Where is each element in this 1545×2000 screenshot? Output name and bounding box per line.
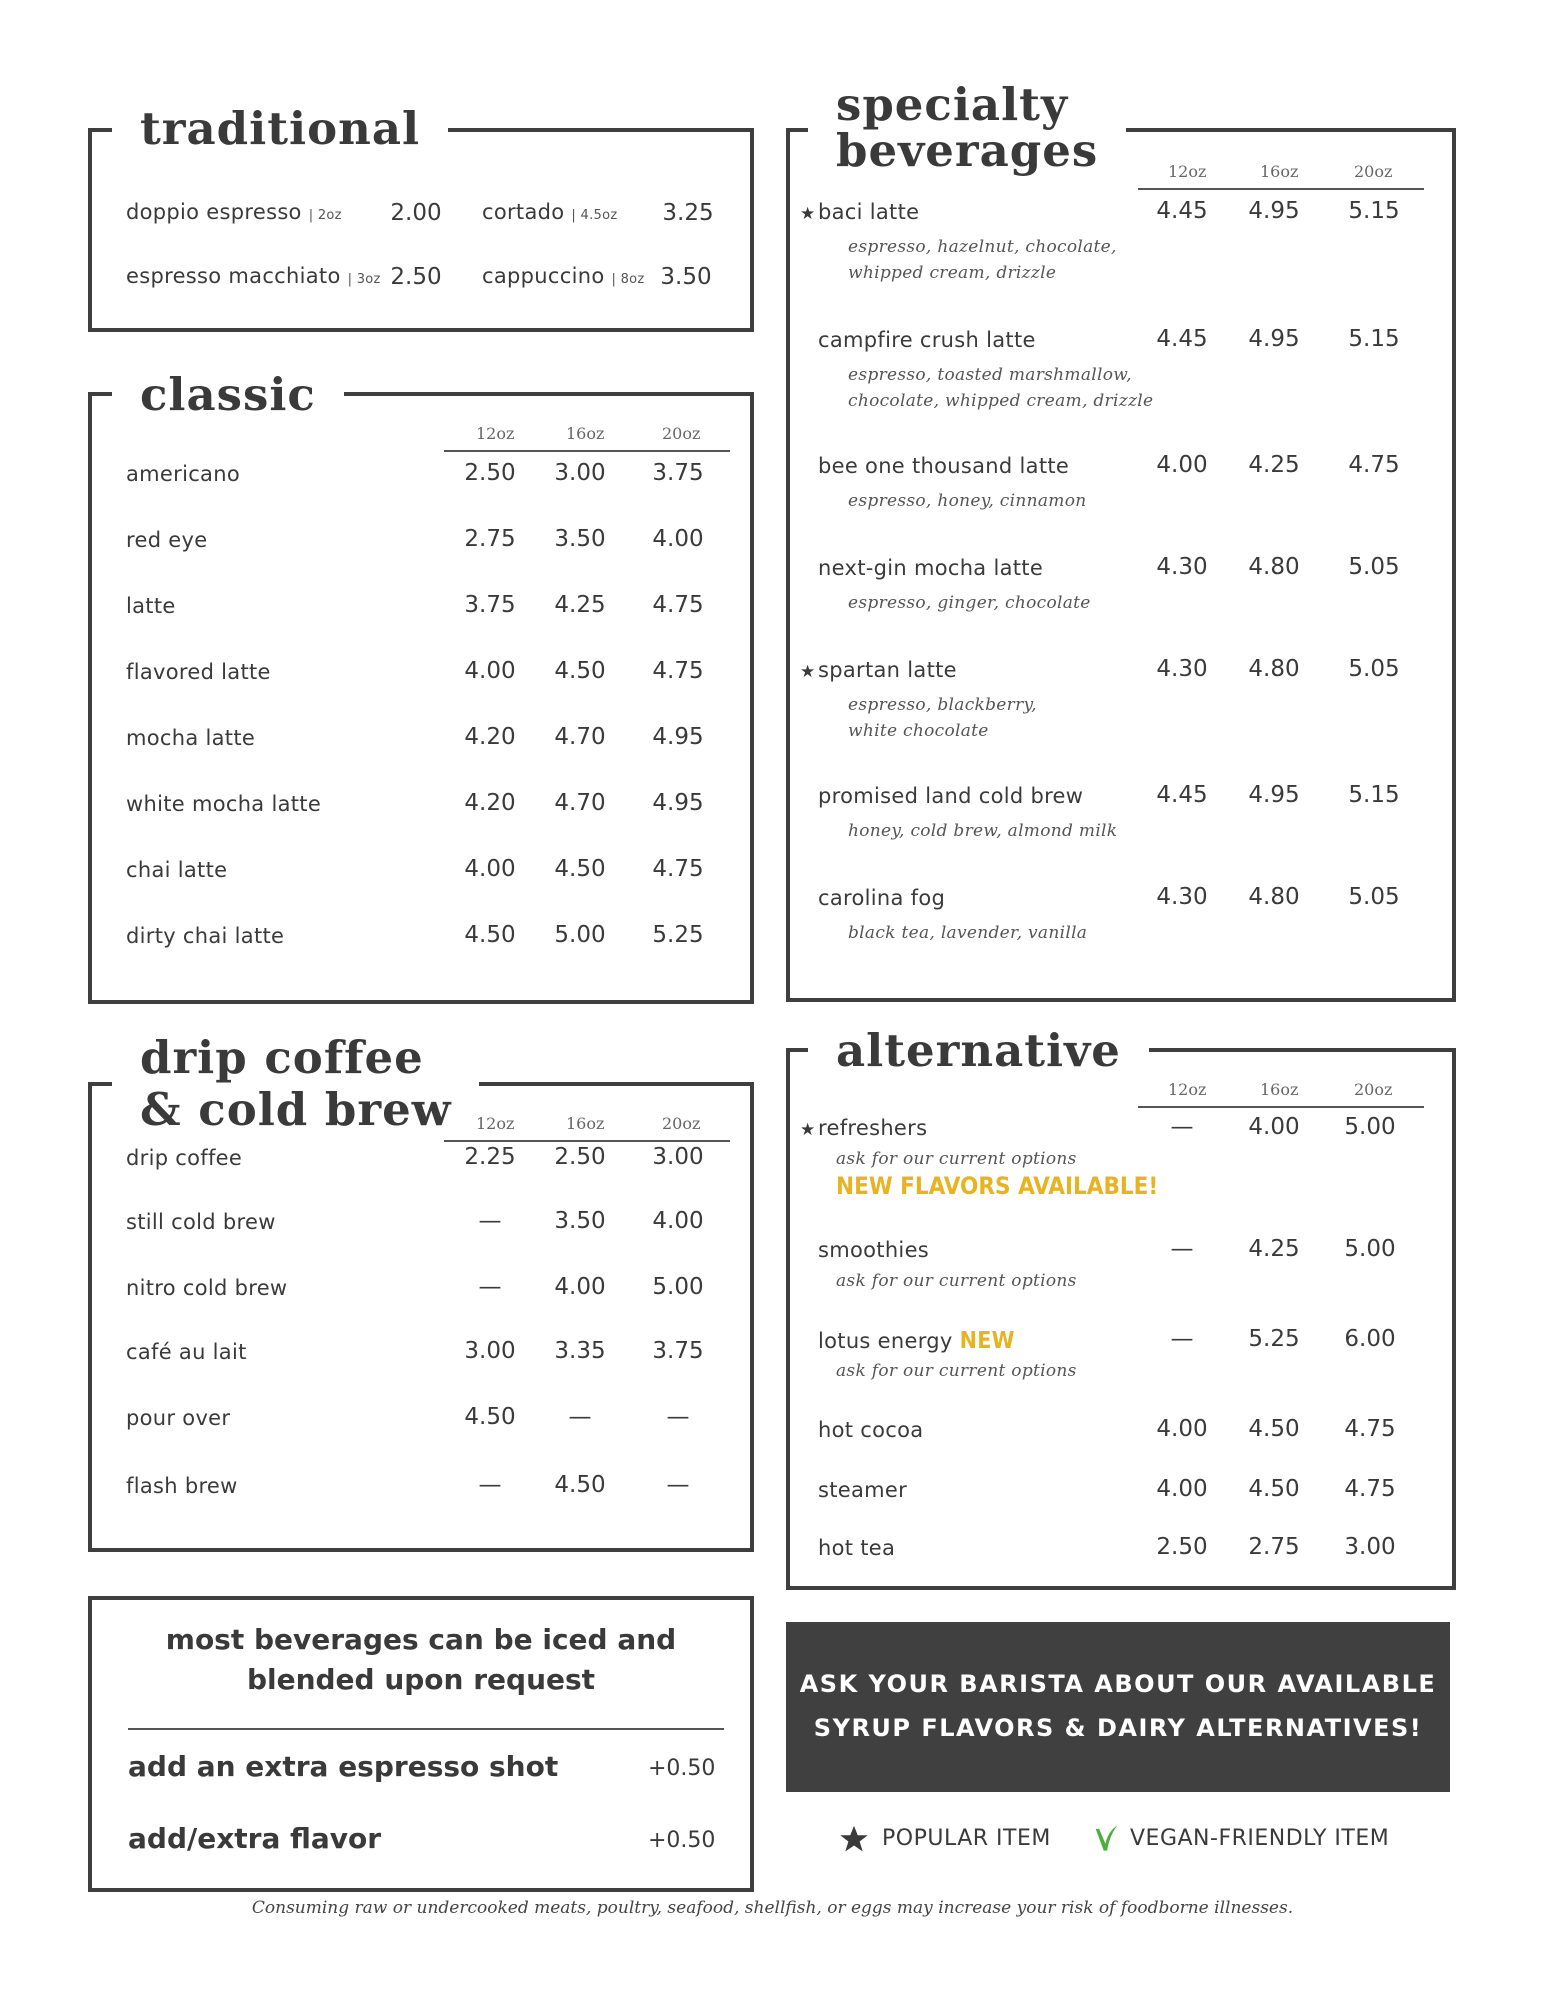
- notes-divider: [128, 1728, 724, 1730]
- item-name: [818, 328, 1036, 352]
- item-name-text: hot tea: [818, 1536, 896, 1560]
- iced-note-line2: blended upon request: [246, 1663, 596, 1696]
- item-name: [126, 1340, 247, 1364]
- item-description: espresso, toasted marshmallow,: [848, 365, 1132, 385]
- item-price: 3.25: [662, 200, 714, 226]
- addon-espresso-shot: add an extra espresso shot: [128, 1750, 559, 1783]
- size-header-12oz: 12oz: [1168, 162, 1207, 181]
- item-name-text: baci latte: [818, 200, 920, 224]
- item-name: [818, 1116, 927, 1140]
- item-name: [818, 556, 1043, 580]
- item-name: [126, 1276, 287, 1300]
- item-name: cappuccino: [482, 264, 605, 288]
- item-name: [126, 1474, 238, 1498]
- size-header-20oz: 20oz: [662, 1114, 701, 1133]
- item-name-text: white mocha latte: [126, 792, 322, 816]
- item-name: [126, 792, 321, 816]
- notes-section: [88, 1596, 754, 1892]
- price-20oz: 3.00: [1344, 1534, 1396, 1560]
- price-20oz: —: [666, 1472, 690, 1498]
- specialty-title-line1: specialty: [836, 78, 1069, 131]
- size-header-16oz: 16oz: [566, 1114, 605, 1133]
- size-header-12oz: 12oz: [476, 1114, 515, 1133]
- price-20oz: 4.95: [652, 790, 704, 816]
- drip-title: [112, 1032, 479, 1136]
- price-12oz: —: [478, 1208, 502, 1234]
- price-12oz: 4.00: [1156, 1476, 1208, 1502]
- item-name-text: promised land cold brew: [818, 784, 1084, 808]
- size-header-16oz: 16oz: [566, 424, 605, 443]
- price-12oz: 4.30: [1156, 884, 1208, 910]
- item-name: [126, 1406, 230, 1430]
- size-header-20oz: 20oz: [1354, 1080, 1393, 1099]
- item-subtext: ask for our current options: [836, 1361, 1077, 1381]
- price-12oz: —: [1170, 1114, 1194, 1140]
- vegan-icon: [1092, 1822, 1120, 1854]
- size-header-12oz: 12oz: [1168, 1080, 1207, 1099]
- price-16oz: —: [568, 1404, 592, 1430]
- price-20oz: 5.05: [1348, 656, 1400, 682]
- item-size: 4.5oz: [580, 208, 618, 223]
- price-12oz: 4.45: [1156, 326, 1208, 352]
- price-20oz: 4.75: [652, 592, 704, 618]
- price-16oz: 3.00: [554, 460, 606, 486]
- item-name: doppio espresso: [126, 200, 302, 224]
- size-header-16oz: 16oz: [1260, 1080, 1299, 1099]
- price-20oz: 5.15: [1348, 326, 1400, 352]
- banner-line2: SYRUP FLAVORS & DAIRY ALTERNATIVES!: [813, 1714, 1423, 1742]
- item-description: espresso, hazelnut, chocolate,: [848, 237, 1117, 257]
- iced-note-line1: most beverages can be iced and: [165, 1623, 677, 1656]
- price-12oz: 4.45: [1156, 198, 1208, 224]
- item-price: 2.50: [390, 264, 442, 290]
- item-name-text: hot cocoa: [818, 1418, 924, 1442]
- item-price: 3.50: [660, 264, 712, 290]
- item-name-text: carolina fog: [818, 886, 946, 910]
- price-12oz: —: [1170, 1236, 1194, 1262]
- item-subtext: ask for our current options: [836, 1149, 1077, 1169]
- addon-espresso-shot-price: +0.50: [648, 1756, 716, 1781]
- price-16oz: 4.95: [1248, 782, 1300, 808]
- item-name: [818, 784, 1083, 808]
- price-12oz: —: [478, 1472, 502, 1498]
- item-description: whipped cream, drizzle: [848, 263, 1057, 283]
- price-20oz: —: [666, 1404, 690, 1430]
- price-16oz: 4.70: [554, 724, 606, 750]
- item-name: [126, 660, 271, 684]
- price-16oz: 4.50: [1248, 1416, 1300, 1442]
- item-description: chocolate, whipped cream, drizzle: [848, 391, 1154, 411]
- price-16oz: 4.50: [554, 1472, 606, 1498]
- item-name: [818, 1328, 1015, 1354]
- item-name-text: lotus energy: [818, 1329, 953, 1353]
- size-header-20oz: 20oz: [1354, 162, 1393, 181]
- item-name-text: smoothies: [818, 1238, 930, 1262]
- price-16oz: 4.95: [1248, 198, 1300, 224]
- item-name-text: spartan latte: [818, 658, 957, 682]
- item-subtext: ask for our current options: [836, 1271, 1077, 1291]
- size-header-12oz: 12oz: [476, 424, 515, 443]
- star-icon: ★: [800, 204, 816, 224]
- item-description: white chocolate: [848, 721, 989, 741]
- price-20oz: 5.25: [652, 922, 704, 948]
- item-name: [818, 1478, 907, 1502]
- price-20oz: 4.75: [652, 658, 704, 684]
- price-12oz: 4.20: [464, 724, 516, 750]
- price-20oz: 3.75: [652, 1338, 704, 1364]
- item-name: [126, 528, 207, 552]
- item-name-text: still cold brew: [126, 1210, 276, 1234]
- drip-title-line1: drip coffee: [140, 1031, 424, 1084]
- banner-line1: ASK YOUR BARISTA ABOUT OUR AVAILABLE: [799, 1670, 1437, 1698]
- item-name: [126, 726, 255, 750]
- price-12oz: 4.00: [464, 658, 516, 684]
- header-rule: [1138, 1106, 1424, 1108]
- price-20oz: 5.00: [1344, 1114, 1396, 1140]
- price-16oz: 4.80: [1248, 884, 1300, 910]
- legend-popular: POPULAR ITEM: [882, 1826, 1051, 1851]
- price-16oz: 5.00: [554, 922, 606, 948]
- item-name: [126, 594, 176, 618]
- price-16oz: 2.50: [554, 1144, 606, 1170]
- price-12oz: 3.75: [464, 592, 516, 618]
- item-size: 3oz: [356, 272, 381, 287]
- price-16oz: 4.50: [1248, 1476, 1300, 1502]
- item-name: [126, 1210, 276, 1234]
- item-name: [818, 200, 919, 224]
- item-name: [818, 658, 957, 682]
- item-description: black tea, lavender, vanilla: [848, 923, 1088, 943]
- price-16oz: 3.50: [554, 526, 606, 552]
- item-name: [126, 1146, 242, 1170]
- price-16oz: 4.25: [1248, 452, 1300, 478]
- item-description: espresso, honey, cinnamon: [848, 491, 1087, 511]
- item-name-text: next-gin mocha latte: [818, 556, 1044, 580]
- price-20oz: 4.75: [652, 856, 704, 882]
- item-name-text: nitro cold brew: [126, 1276, 288, 1300]
- traditional-title: traditional: [112, 104, 448, 154]
- alternative-title: alternative: [808, 1026, 1149, 1076]
- price-16oz: 3.50: [554, 1208, 606, 1234]
- price-20oz: 6.00: [1344, 1326, 1396, 1352]
- header-rule: [444, 450, 730, 452]
- price-16oz: 4.25: [554, 592, 606, 618]
- header-rule: [444, 1140, 730, 1142]
- specialty-title: [808, 78, 1126, 177]
- price-20oz: 4.75: [1344, 1476, 1396, 1502]
- price-12oz: 4.00: [1156, 1416, 1208, 1442]
- item-description: honey, cold brew, almond milk: [848, 821, 1118, 841]
- price-12oz: 4.50: [464, 1404, 516, 1430]
- price-12oz: 4.30: [1156, 656, 1208, 682]
- price-12oz: 4.45: [1156, 782, 1208, 808]
- price-12oz: 2.50: [1156, 1534, 1208, 1560]
- item-name: [818, 886, 945, 910]
- price-12oz: 2.50: [464, 460, 516, 486]
- price-20oz: 4.00: [652, 1208, 704, 1234]
- legend-vegan: VEGAN-FRIENDLY ITEM: [1130, 1826, 1390, 1851]
- price-20oz: 3.75: [652, 460, 704, 486]
- price-12oz: 4.20: [464, 790, 516, 816]
- price-16oz: 4.25: [1248, 1236, 1300, 1262]
- item-price: 2.00: [390, 200, 442, 226]
- star-icon: ★: [800, 662, 816, 682]
- item-name-text: campfire crush latte: [818, 328, 1036, 352]
- item-name-text: mocha latte: [126, 726, 256, 750]
- item-name-text: flash brew: [126, 1474, 238, 1498]
- classic-title: classic: [112, 370, 344, 420]
- item-name-text: pour over: [126, 1406, 231, 1430]
- item-name: cortado: [482, 200, 565, 224]
- specialty-title-line2: beverages: [836, 124, 1099, 177]
- item-name-text: americano: [126, 462, 240, 486]
- price-16oz: 4.70: [554, 790, 606, 816]
- item-name: [126, 924, 284, 948]
- footer-disclaimer: Consuming raw or undercooked meats, poultry, seafood, shellfish, or eggs may increase your risk of foodborne illnesses.: [251, 1898, 1294, 1918]
- price-16oz: 4.00: [554, 1274, 606, 1300]
- price-16oz: 2.75: [1248, 1534, 1300, 1560]
- barista-banner: [786, 1622, 1450, 1792]
- price-12oz: 4.00: [1156, 452, 1208, 478]
- price-12oz: 4.00: [464, 856, 516, 882]
- size-header-20oz: 20oz: [662, 424, 701, 443]
- star-icon: [838, 1824, 870, 1854]
- price-16oz: 4.95: [1248, 326, 1300, 352]
- addon-flavor: add/extra flavor: [128, 1822, 382, 1855]
- price-20oz: 5.15: [1348, 782, 1400, 808]
- item-name: [818, 1238, 929, 1262]
- new-flavors-badge: NEW FLAVORS AVAILABLE!: [836, 1172, 1159, 1200]
- item-name-text: flavored latte: [126, 660, 271, 684]
- item-name: espresso macchiato: [126, 264, 341, 288]
- item-name-text: drip coffee: [126, 1146, 243, 1170]
- price-20oz: 5.00: [1344, 1236, 1396, 1262]
- item-name-text: refreshers: [818, 1116, 928, 1140]
- item-name-text: chai latte: [126, 858, 228, 882]
- price-16oz: 5.25: [1248, 1326, 1300, 1352]
- price-20oz: 5.05: [1348, 884, 1400, 910]
- price-12oz: 3.00: [464, 1338, 516, 1364]
- price-12oz: —: [1170, 1326, 1194, 1352]
- header-rule: [1138, 188, 1424, 190]
- price-20oz: 3.00: [652, 1144, 704, 1170]
- price-16oz: 3.35: [554, 1338, 606, 1364]
- price-16oz: 4.00: [1248, 1114, 1300, 1140]
- item-name: [818, 1536, 895, 1560]
- addon-flavor-price: +0.50: [648, 1828, 716, 1853]
- price-12oz: 2.25: [464, 1144, 516, 1170]
- price-12oz: 4.30: [1156, 554, 1208, 580]
- star-icon: ★: [800, 1120, 816, 1140]
- traditional-section: [88, 128, 754, 332]
- price-16oz: 4.50: [554, 856, 606, 882]
- item-description: espresso, ginger, chocolate: [848, 593, 1091, 613]
- price-20oz: 4.95: [652, 724, 704, 750]
- price-12oz: —: [478, 1274, 502, 1300]
- price-20oz: 4.75: [1344, 1416, 1396, 1442]
- price-12oz: 4.50: [464, 922, 516, 948]
- price-16oz: 4.80: [1248, 554, 1300, 580]
- price-20oz: 4.00: [652, 526, 704, 552]
- price-20oz: 5.15: [1348, 198, 1400, 224]
- item-name: [126, 858, 227, 882]
- item-name-text: latte: [126, 594, 176, 618]
- item-name-text: steamer: [818, 1478, 908, 1502]
- drip-title-line2: & cold brew: [140, 1083, 452, 1136]
- item-size: 8oz: [620, 272, 645, 287]
- item-name-text: café au lait: [126, 1340, 247, 1364]
- item-name: [818, 1418, 923, 1442]
- new-badge: NEW: [959, 1328, 1015, 1354]
- item-name: [126, 462, 240, 486]
- price-20oz: 4.75: [1348, 452, 1400, 478]
- item-name-text: red eye: [126, 528, 208, 552]
- price-20oz: 5.05: [1348, 554, 1400, 580]
- size-header-16oz: 16oz: [1260, 162, 1299, 181]
- price-16oz: 4.50: [554, 658, 606, 684]
- item-name-text: bee one thousand latte: [818, 454, 1070, 478]
- price-16oz: 4.80: [1248, 656, 1300, 682]
- item-name: [818, 454, 1069, 478]
- price-12oz: 2.75: [464, 526, 516, 552]
- item-name-text: dirty chai latte: [126, 924, 285, 948]
- item-description: espresso, blackberry,: [848, 695, 1037, 715]
- price-20oz: 5.00: [652, 1274, 704, 1300]
- item-size: 2oz: [317, 208, 342, 223]
